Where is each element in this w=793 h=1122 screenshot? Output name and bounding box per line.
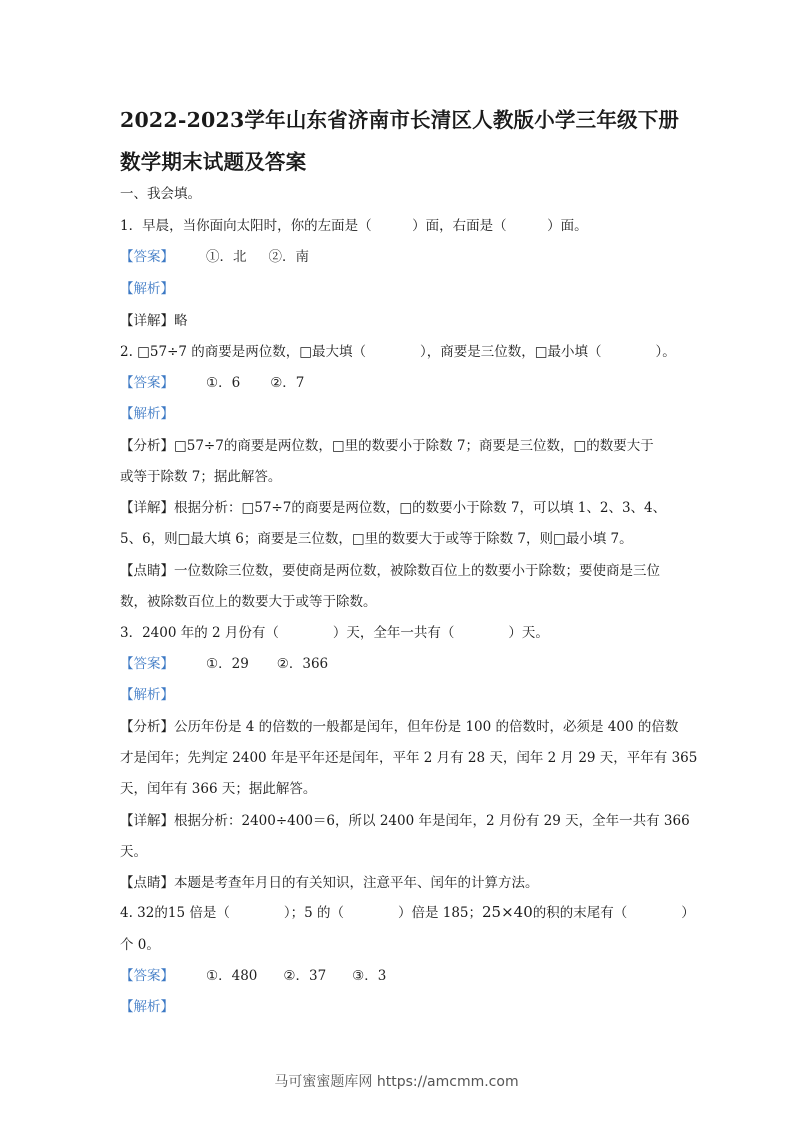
answer-tag: 【答案】 — [120, 656, 174, 672]
q2-detail-1 — [120, 499, 680, 517]
q4-text-b: 的积的末尾有（ ） — [532, 905, 695, 921]
q2-answer-row — [120, 374, 680, 392]
question-3: 3．2400 年的 2 月份有（ ）天，全年一共有（ ）天。 — [120, 625, 549, 641]
question-1: 1．早晨，当你面向太阳时，你的左面是（ ）面，右面是（ ）面。 — [120, 218, 588, 234]
analysis-tag: 【解析】 — [120, 999, 174, 1015]
q4-math-expression: 25×40 — [482, 903, 533, 921]
q2-answer-1: ①．6 — [206, 375, 241, 391]
q3-answer-row — [120, 655, 680, 673]
analysis-tag: 【解析】 — [120, 406, 174, 422]
q1-detail-text: 略 — [174, 313, 188, 329]
section-heading: 一、我会填。 — [120, 186, 201, 202]
q3-detail-2: 天。 — [120, 844, 147, 860]
q4-answer-2: ②．37 — [283, 968, 327, 984]
q2-analysis-tag — [120, 405, 680, 423]
answer-tag: 【答案】 — [120, 249, 174, 265]
q1-answer-row — [120, 248, 680, 266]
q1-analysis-tag — [120, 280, 680, 298]
detail-tag: 【详解】 — [120, 500, 174, 516]
q3-answer-1: ①．29 — [206, 656, 249, 672]
analysis-tag: 【解析】 — [120, 687, 174, 703]
q3-dianjing-1 — [120, 874, 680, 892]
question-4-line-2: 个 0。 — [120, 937, 160, 953]
q2-dianjing-1 — [120, 562, 680, 580]
detail-tag: 【详解】 — [120, 313, 174, 329]
analysis-tag: 【解析】 — [120, 281, 174, 297]
fenxi-tag: 【分析】 — [120, 438, 174, 454]
q4-answer-1: ①．480 — [206, 968, 258, 984]
fenxi-tag: 【分析】 — [120, 719, 174, 735]
dianjing-tag: 【点睛】 — [120, 563, 174, 579]
q3-detail-1 — [120, 812, 690, 830]
dianjing-tag: 【点睛】 — [120, 875, 174, 891]
q3-dianjing-text-1: 本题是考查年月日的有关知识，注意平年、闰年的计算方法。 — [174, 875, 539, 891]
q3-fenxi-1 — [120, 718, 680, 736]
q2-answer-2: ②．7 — [270, 375, 305, 391]
q2-dianjing-text-1: 一位数除三位数，要使商是两位数，被除数百位上的数要小于除数；要使商是三位 — [174, 563, 660, 579]
q3-fenxi-2: 才是闰年；先判定 2400 年是平年还是闰年，平年 2 月有 28 天，闰年 2 月 29 天，平年有 365 — [120, 750, 698, 766]
q4-answer-3: ③．3 — [352, 968, 387, 984]
q2-fenxi-text-1: □57÷7的商要是两位数，□里的数要小于除数 7；商要是三位数，□的数要大于 — [174, 438, 654, 454]
document-title-line-2: 数学期末试题及答案 — [120, 150, 307, 174]
q4-answer-row — [120, 967, 680, 985]
site-footer: 马可蜜蜜题库网 https://amcmm.com — [274, 1074, 519, 1090]
question-2: 2. □57÷7 的商要是两位数，□最大填（ ），商要是三位数，□最小填（ ）。 — [120, 344, 676, 360]
q1-answer-2: ②．南 — [268, 249, 309, 265]
q3-analysis-tag — [120, 686, 680, 704]
q4-analysis-tag — [120, 998, 680, 1016]
q2-detail-text-1: 根据分析：□57÷7的商要是两位数，□的数要小于除数 7，可以填 1、2、3、4、 — [174, 500, 667, 516]
q2-dianjing-2: 数，被除数百位上的数要大于或等于除数。 — [120, 594, 377, 610]
document-title-line-1: 2022-2023学年山东省济南市长清区人教版小学三年级下册 — [120, 108, 680, 132]
q1-detail — [120, 312, 680, 330]
q3-detail-text-1: 根据分析：2400÷400＝6，所以 2400 年是闰年，2 月份有 29 天，全年一共有 366 — [174, 813, 690, 829]
q2-fenxi-1 — [120, 437, 680, 455]
q2-detail-2: 5、6，则□最大填 6；商要是三位数，□里的数要大于或等于除数 7，则□最小填 7。 — [120, 531, 633, 547]
q4-text-a: 4. 32的15 倍是（ ）；5 的（ ）倍是 185； — [120, 905, 483, 921]
q1-answer-1: ①．北 — [206, 249, 247, 265]
q3-answer-2: ②．366 — [276, 656, 329, 672]
answer-tag: 【答案】 — [120, 968, 174, 984]
question-4-line-1 — [120, 903, 695, 922]
q2-fenxi-2: 或等于除数 7；据此解答。 — [120, 469, 282, 485]
q3-fenxi-3: 天，闰年有 366 天；据此解答。 — [120, 781, 317, 797]
detail-tag: 【详解】 — [120, 813, 174, 829]
q3-fenxi-text-1: 公历年份是 4 的倍数的一般都是闰年，但年份是 100 的倍数时，必须是 400 的倍数 — [174, 719, 679, 735]
answer-tag: 【答案】 — [120, 375, 174, 391]
